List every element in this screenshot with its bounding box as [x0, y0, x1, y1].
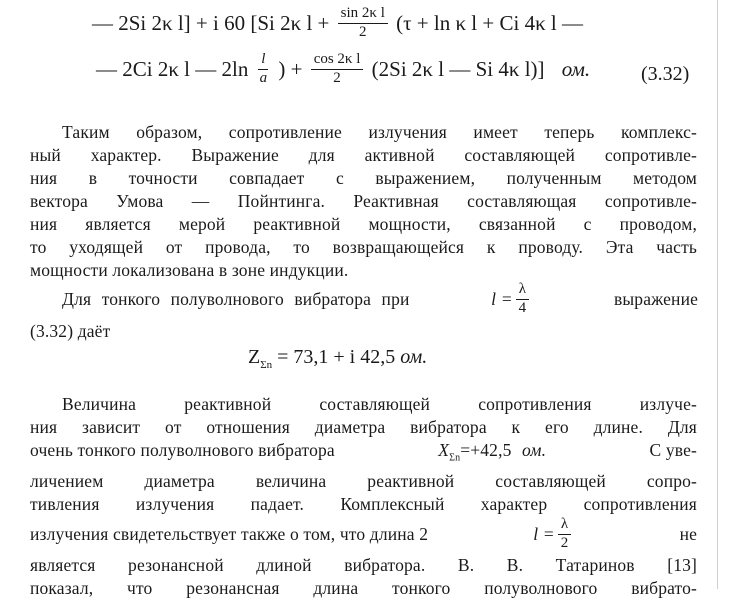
- fraction-numerator: l: [258, 52, 268, 70]
- fraction-denominator: 2: [358, 23, 367, 40]
- text-run: не: [679, 524, 697, 544]
- text-run: выражение: [613, 288, 698, 309]
- fraction-denominator: 2: [560, 535, 569, 551]
- text-line: личением диаметра величина реактивной составляющей сопро-: [30, 470, 697, 491]
- equation-symbol: Z: [248, 346, 261, 369]
- page-edge-line: [717, 0, 718, 589]
- text-line: Таким образом, сопротивление излучения имеет теперь комплекс-: [62, 122, 697, 142]
- text-line: Величина реактивной составляющей сопротивления излуче-: [62, 394, 697, 414]
- paragraph-1: [30, 121, 697, 282]
- equation-text: ) +: [278, 56, 303, 81]
- text-run: С уве-: [649, 440, 697, 460]
- fraction: [311, 52, 364, 87]
- text-line: ния в точности совпадает с выражением, полученным методом: [30, 168, 697, 188]
- text-line: то уходящей от провода, то возвращающейся к проводу. Эта часть: [30, 237, 697, 257]
- paragraph-2-line-2: (3.32) даёт: [30, 321, 111, 341]
- equation-number: (3.32): [641, 63, 690, 85]
- equation-text: — 2Si 2κ l] + i 60 [Si 2κ l +: [92, 10, 330, 35]
- fraction: [516, 282, 530, 317]
- variable: l =: [491, 288, 513, 309]
- text-run: =+42,5: [460, 440, 512, 460]
- text-line: [30, 439, 697, 470]
- equation-subscript: Σn: [260, 359, 273, 371]
- equation-line-2: [96, 52, 590, 87]
- fraction-numerator: cos 2κ l: [311, 52, 364, 70]
- equation-text: (2Si 2κ l — Si 4κ l)]: [371, 56, 545, 81]
- fraction: [257, 52, 271, 87]
- text-line: ния является мерой реактивной мощности, связанной с проводом,: [30, 214, 697, 234]
- text-line: [30, 516, 697, 551]
- text-line: ный характер. Выражение для активной составляющей сопротивле-: [30, 145, 697, 165]
- text-line: ния зависит от отношения диаметра вибратора к его длине. Для: [30, 417, 697, 437]
- text-line: является резонансной длиной вибратора. В. В. Татаринов [13]: [30, 554, 697, 575]
- equation-text: (τ + ln κ l + Ci 4κ l —: [396, 10, 583, 35]
- text-run: Для тонкого полуволнового вибратора при: [62, 288, 410, 309]
- subscript: Σn: [449, 452, 461, 464]
- text-line: показал, что резонансная длина тонкого полуволнового вибрато-: [30, 577, 697, 598]
- fraction-numerator: λ: [558, 517, 571, 535]
- fraction-denominator: a: [259, 69, 268, 86]
- fraction: [338, 6, 388, 41]
- fraction: [558, 517, 572, 552]
- fraction-denominator: 4: [518, 299, 527, 316]
- fraction-numerator: λ: [516, 282, 529, 300]
- paragraph-2-line-1: [62, 282, 698, 317]
- impedance-equation: [248, 346, 427, 371]
- text-line: тивления излучения падает. Комплексный характер сопротивления: [30, 493, 697, 514]
- equation-unit: ом.: [400, 346, 428, 369]
- equation-line-1: [92, 6, 583, 41]
- text-run: очень тонкого полуволнового вибратора: [30, 440, 335, 460]
- text-line: мощности локализована в зоне индукции.: [30, 260, 349, 280]
- equation-text: = 73,1 + i 42,5: [277, 346, 396, 369]
- fraction-denominator: 2: [333, 69, 341, 86]
- equation-text: — 2Ci 2κ l — 2ln: [96, 56, 249, 81]
- text-line: вектора Умова — Пойнтинга. Реактивная составляющая сопротивле-: [30, 191, 697, 211]
- fraction-numerator: sin 2κ l: [338, 6, 388, 24]
- unit: ом.: [522, 440, 547, 460]
- variable: l =: [533, 524, 555, 544]
- variable: X: [438, 440, 450, 460]
- paragraph-3: [30, 393, 697, 600]
- text-run: излучения свидетельствует также о том, что длина 2: [30, 524, 429, 544]
- equation-unit: ом.: [561, 56, 591, 81]
